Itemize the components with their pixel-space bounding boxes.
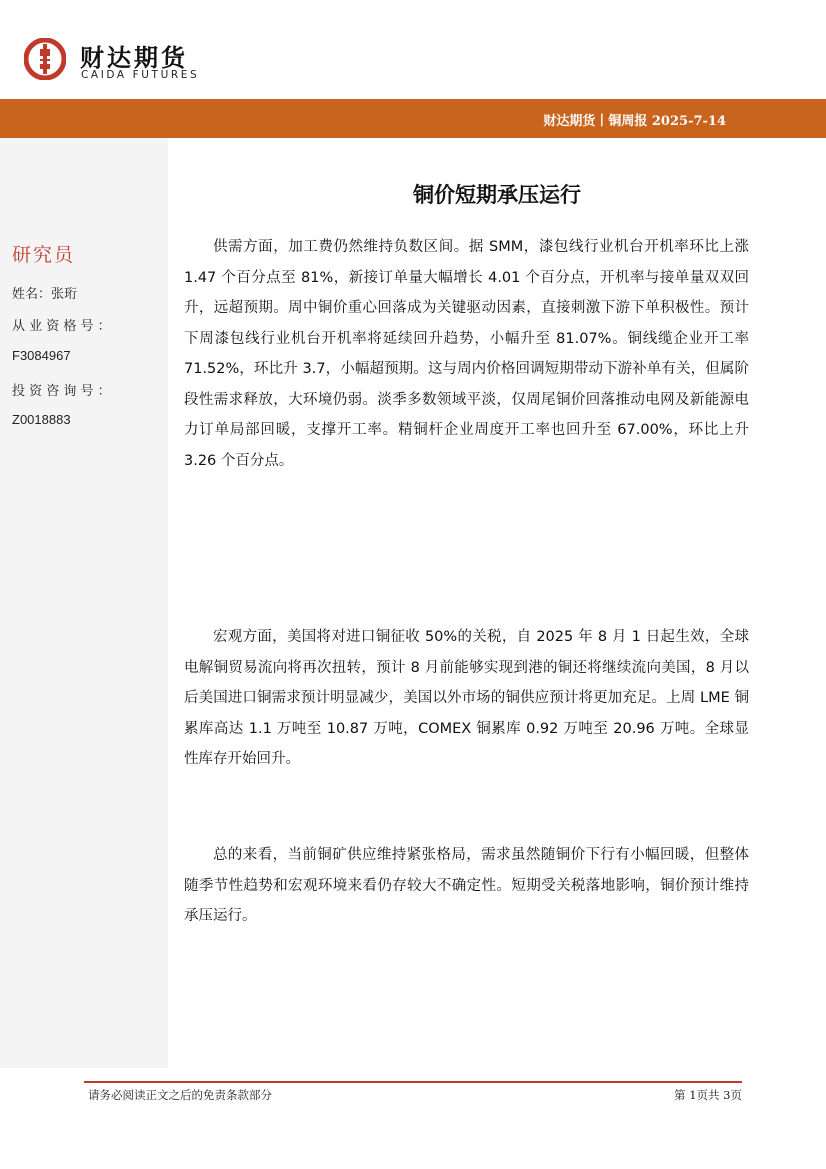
footer-divider — [84, 1081, 742, 1083]
consulting-label: 投 资 咨 询 号 ： — [12, 384, 111, 399]
consulting-number: Z0018883 — [12, 412, 71, 427]
disclaimer-note: 请务必阅读正文之后的免责条款部分 — [88, 1088, 272, 1102]
qualification-label: 从 业 资 格 号 ： — [12, 319, 111, 334]
brand-name-en: CAIDA FUTURES — [81, 69, 200, 81]
paragraph-supply-demand: 供需方面，加工费仍然维持负数区间。据 SMM，漆包线行业机台开机率环比上涨 1.47 个百分点至 81%，新接订单量大幅增长 4.01 个百分点，开机率与接单量双双回升，远超预期。周中铜价重心回落成为关键驱动因素，直接刺激下游下单积极性。预计下周漆包线行业机台开机率将延续回升趋势，小幅升至 81.07%。铜线缆企业开工率 71.52%，环比升 3.7，小幅超预期。这与周内价格回调短期带动下游补单有关，但属阶段性需求释放，大环境仍弱。淡季多数领域平淡，仅周尾铜价回落推动电网及新能源电力订单局部回暖，支撑开工率。精铜杆企业周度开工率也回升至 67.00%，环比上升 3.26 个百分点。 — [184, 239, 749, 469]
analyst-heading: 研究员 — [12, 244, 76, 266]
qualification-number: F3084967 — [12, 348, 71, 363]
brand-name-cn: 财达期货 — [80, 44, 188, 72]
analyst-name: 姓名：张珩 — [12, 287, 78, 302]
header-banner — [0, 99, 826, 138]
brand-logo — [24, 38, 224, 88]
paragraph-macro: 宏观方面，美国将对进口铜征收 50%的关税，自 2025 年 8 月 1 日起生效，全球电解铜贸易流向将再次扭转，预计 8 月前能够实现到港的铜还将继续流向美国，8 月以后美国进口铜需求预计明显减少，美国以外市场的铜供应预计将更加充足。上周 LME 铜累库高达 1.1 万吨至 10.87 万吨，COMEX 铜累库 0.92 万吨至 20.96 万吨。全球显性库存开始回升。 — [184, 629, 749, 767]
analyst-sidebar — [0, 138, 168, 1068]
paragraph-summary: 总的来看，当前铜矿供应维持紧张格局，需求虽然随铜价下行有小幅回暖，但整体随季节性趋势和宏观环境来看仍存较大不确定性。短期受关税落地影响，铜价预计维持承压运行。 — [184, 847, 749, 924]
article-title: 铜价短期承压运行 — [413, 183, 581, 207]
caida-logo-icon — [24, 38, 66, 80]
report-banner-text: 财达期货丨铜周报 2025-7-14 — [543, 114, 726, 129]
page-number: 第 1页共 3页 — [674, 1088, 742, 1102]
